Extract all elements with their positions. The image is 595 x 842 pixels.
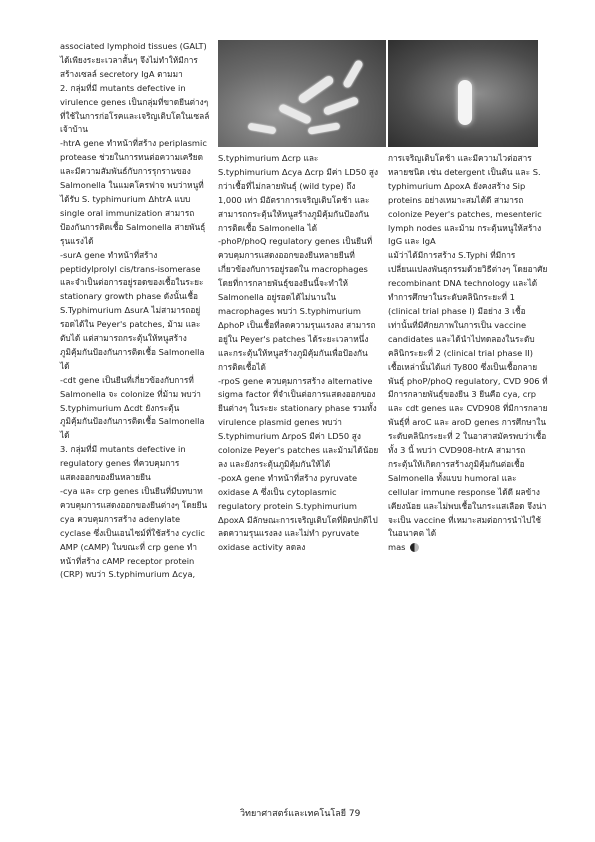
paragraph: -poxA gene ทำหน้าที่สร้าง pyruvate oxidase A ซึ่งเป็น cytoplasmic regulatory protein S.typhimurium ΔpoxA มีลักษณะการเจริญเติบโตที่ผิดปกติไป ลดความรุนแรงลง และไม่ทำ pyruvate oxidase activity ลดลง: [218, 472, 378, 553]
paragraph: -cdt gene เป็นยีนที่เกี่ยวข้องกับการที่ Salmonella จะ colonize ที่ม้าม พบว่า S.typhimurium Δcdt ยังกระตุ้นภูมิคุ้มกันป้องกันการติดเชื้อ Salmonella ได้: [60, 374, 205, 441]
paragraph: associated lymphoid tissues (GALT) ได้เพียงระยะเวลาสั้นๆ จึงไม่ทำให้มีการ สร้างเซลล์ secretory IgA ตามมา: [60, 41, 207, 79]
paragraph: -cya และ crp genes เป็นยีนที่มีบทบาทควบคุมการแสดงออกของยีนต่างๆ โดยยีน cya ควบคุมการสร้าง adenylate cyclase ซึ่งเป็นเอนไซม์ที่ใช้สร้าง cyclic AMP (cAMP) ในขณะที่ crp gene ทำหน้าที่สร้าง cAMP receptor protein (CRP) พบว่า S.typhimurium Δcya,: [60, 486, 208, 580]
text-column-3: [388, 152, 548, 555]
end-of-article-icon: [410, 543, 419, 552]
ending-word: mas: [388, 542, 406, 553]
paragraph: -rpoS gene ควบคุมการสร้าง alternative sigma factor ที่จำเป็นต่อการแสดงออกของยีนต่างๆ ในระยะ stationary phase รวมทั้ง virulence plasmid genes พบว่า S.typhimurium ΔrpoS มีค่า LD50 สูง colonize Peyer's patches และม้ามได้น้อยลง และยังกระตุ้นภูมิคุ้มกันให้ได้: [218, 375, 379, 469]
paragraph: -surA gene ทำหน้าที่สร้าง peptidylprolyl cis/trans-isomerase และจำเป็นต่อการอยู่รอดของเชื้อในระยะ stationary growth phase ดังนั้นเชื้อ S.Typhimurium ΔsurA ไม่สามารถอยู่รอดได้ใน Peyer's patches, ม้าม และตับได้ แต่สามารถกระตุ้นให้หนูสร้างภูมิคุ้มกันป้องกันการติดเชื้อ Salmonella ได้: [60, 249, 205, 371]
paragraph: -htrA gene ทำหน้าที่สร้าง periplasmic protease ช่วยในการทนต่อความเครียด และมีความสัมพันธ์กับการรุกรานของ Salmonella ในแมคโครฟาจ พบว่าหนูที่ได้รับ S. typhimurium ΔhtrA แบบ single oral immunization สามารถป้องกันการติดเชื้อ Salmonella สายพันธุ์รุนแรงได้: [60, 138, 207, 246]
micrograph-single-cell: [388, 40, 538, 147]
paragraph: การเจริญเติบโตช้า และมีความไวต่อสารหลายชนิด เช่น detergent เป็นต้น และ S. typhimurium ΔpoxA ยังคงสร้าง Sip proteins อย่างเหมาะสมได้ดี สามารถ colonize Peyer's patches, mesenteric lymph nodes และม้าม กระตุ้นหนูให้สร้าง IgG และ IgA: [388, 153, 542, 247]
paragraph: -phoP/phoQ regulatory genes เป็นยีนที่ควบคุมการแสดงออกของยีนหลายยีนที่เกี่ยวข้องกับการอยู่รอดใน macrophages โดยที่การกลายพันธุ์ของยีนนี้จะทำให้ Salmonella อยู่รอดได้ไม่นานใน macrophages พบว่า S.typhimurium ΔphoP เป็นเชื้อที่ลดความรุนแรงลง สามารถอยู่ใน Peyer's patches ได้ระยะเวลาหนึ่งและกระตุ้นให้หนูสร้างภูมิคุ้มกันเพื่อป้องกันการติดเชื้อได้: [218, 236, 376, 372]
paragraph: 3. กลุ่มที่มี mutants defective in regulatory genes ที่ควบคุมการแสดงออกของยีนหลายยีน: [60, 444, 186, 483]
text-column-1: [60, 40, 210, 582]
paragraph-end: [388, 541, 548, 555]
paragraph: แม้ว่าได้มีการสร้าง S.Typhi ที่มีการเปลี่ยนแปลงพันธุกรรมด้วยวิธีต่างๆ โดยอาศัย recombinant DNA technology และได้ทำการศึกษาในระดับคลินิกระยะที่ 1 (clinical trial phase I) มีอย่าง 3 เชื้อเท่านั้นที่มีศักยภาพในการเป็น vaccine candidates และได้นำไปทดลองในระดับคลินิกระยะที่ 2 (clinical trial phase II) เชื้อเหล่านั้นได้แก่ Ty800 ซึ่งเป็นเชื้อกลายพันธุ์ phoP/phoQ regulatory, CVD 906 ที่มีการกลายพันธุ์ของยีน 3 ยีนคือ cya, crp และ cdt genes และ CVD908 ที่มีการกลายพันธุ์ที่ aroC และ aroD genes การศึกษาในระดับคลินิกระยะที่ 2 ในอาสาสมัครพบว่าเชื้อทั้ง 3 นี้ พบว่า CVD908-htrA สามารถกระตุ้นให้เกิดการสร้างภูมิคุ้มกันต่อเชื้อ Salmonella ทั้งแบบ humoral และ cellular immune response ได้ดี ผลข้างเคียงน้อย และไม่พบเชื้อในกระแสเลือด จึงน่าจะเป็น vaccine ที่เหมาะสมต่อการนำไปใช้ในอนาคต ได้: [388, 250, 548, 539]
page-footer: วิทยาศาสตร์และเทคโนโลยี 79: [240, 809, 361, 819]
text-column-2: [218, 152, 380, 555]
micrograph-bacteria: [218, 40, 386, 147]
paragraph: S.typhimurium Δcrp และ S.typhimurium Δcya Δcrp มีค่า LD50 สูงกว่าเชื้อที่ไม่กลายพันธุ์ (wild type) ถึง 1,000 เท่า มีอัตราการเจริญเติบโตช้า และสามารถกระตุ้นให้หนูสร้างภูมิคุ้มกันป้องกันการติดเชื้อ Salmonella ได้: [218, 153, 378, 233]
paragraph: 2. กลุ่มที่มี mutants defective in virulence genes เป็นกลุ่มที่ขาดยีนต่างๆ ที่ใช้ในการก่อโรคและเจริญเติบโตในเซลล์เจ้าบ้าน: [60, 82, 210, 135]
